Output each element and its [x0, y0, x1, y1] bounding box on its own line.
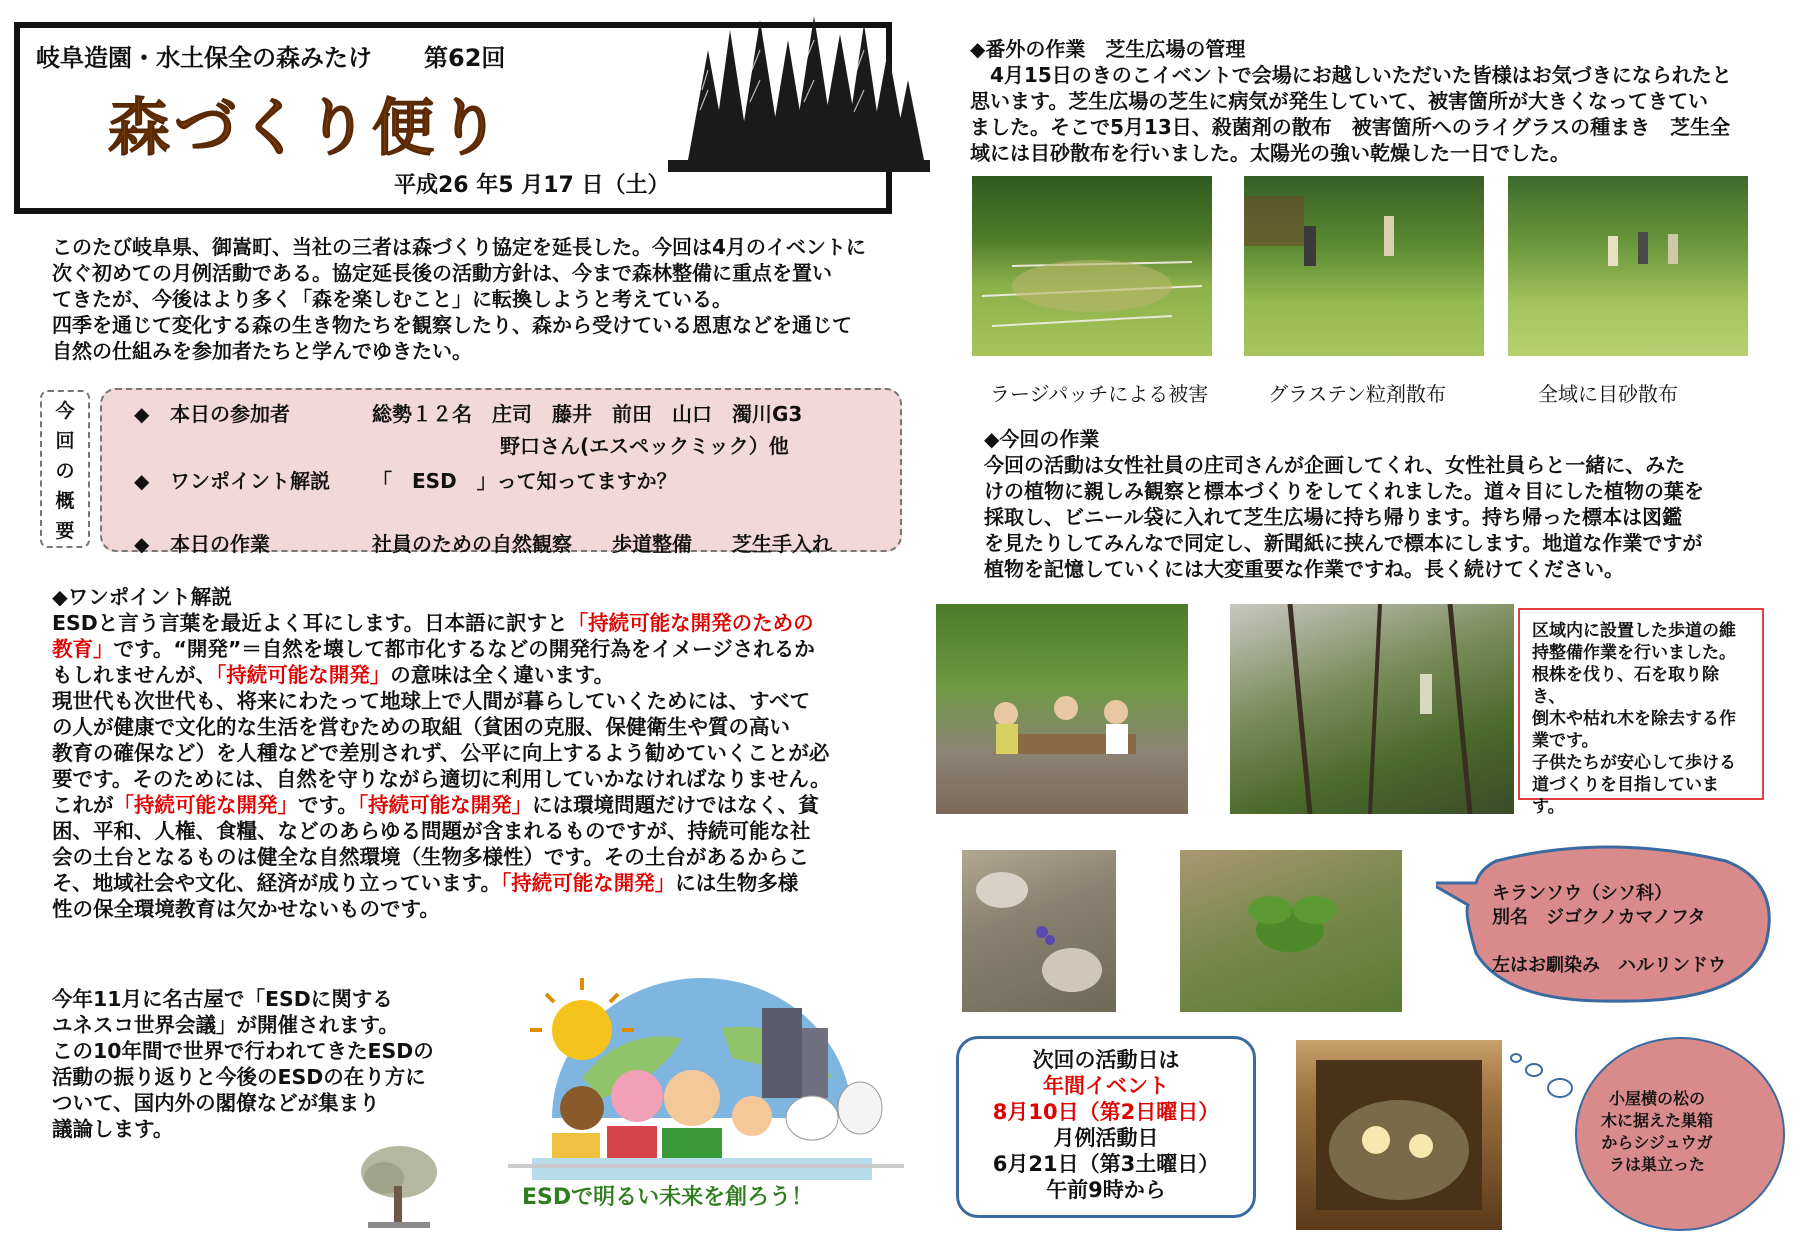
overview-value: 社員のための自然観察 歩道整備 芝生手入れ [372, 532, 832, 556]
monthly-activity-date: 6月21日（第3土曜日） [992, 1152, 1220, 1176]
esd-characters-illustration-icon [512, 968, 892, 1183]
overview-label: 本日の作業 [170, 532, 270, 556]
text-run: には環境問題だけではなく、貧 [532, 793, 819, 817]
issue-number: 第62回 [424, 44, 506, 72]
overview-value: 「 ESD 」って知ってますか？ [372, 469, 677, 493]
overview-tab-char: の [55, 460, 75, 482]
overview-label: ワンポイント解説 [170, 469, 330, 493]
paragraph-line: ユネスコ世界会議」が開催されます。 [52, 1013, 399, 1037]
section-heading: ◆番外の作業 芝生広場の管理 [970, 37, 1246, 61]
paragraph-line: 採取し、ビニール袋に入れて芝生広場に持ち帰ります。持ち帰った標本は図鑑 [984, 505, 1682, 529]
photo-granule-spraying [1244, 176, 1484, 356]
paragraph-line: ついて、国内外の閣僚などが集まり [52, 1091, 380, 1115]
note-line: 持整備作業を行いました。 [1532, 643, 1736, 663]
paragraph-line: けの植物に親しみ観察と標本づくりをしてくれました。道々目にした植物の葉を [984, 479, 1704, 503]
photo-trail-maintenance [1230, 604, 1514, 814]
spacer [1492, 930, 1726, 954]
paragraph-line: 今年11月に名古屋で「ESDに関する [52, 987, 393, 1011]
issue-date: 平成26 年5 月17 日（土） [394, 173, 670, 198]
note-line: 根株を伐り、石を取り除き、 [1532, 665, 1719, 707]
intro-line: てきたが、今後はより多く「森を楽しむこと」に転換しようと考えている。 [52, 287, 732, 311]
next-activity-box [956, 1036, 1256, 1218]
photo-people-icon [936, 604, 1188, 814]
photo-trees-icon [1230, 604, 1514, 814]
esd-slogan: ESDで明るい未来を創ろう！ [522, 1185, 814, 1210]
note-line: 倒木や枯れ木を除去する作 [1532, 709, 1736, 729]
paragraph-line: 会の土台となるものは健全な自然環境（生物多様性）です。その土台があるからこ [52, 845, 809, 869]
overview-value: 野口さん(エスペックミック）他 [500, 434, 789, 458]
nest-note [1592, 1088, 1722, 1176]
overview-tab-char: 回 [55, 430, 75, 452]
photo-people-icon [1508, 176, 1748, 356]
intro-line: このたび岐阜県、御嵩町、当社の三者は森づくり協定を延長した。今回は4月のイベントに [52, 235, 866, 259]
photo-caption: ラージパッチによる被害 [990, 382, 1209, 406]
text-run: これが [52, 793, 114, 817]
forest-illustration-icon [668, 10, 930, 172]
organization-name: 岐阜造園・水土保全の森みたけ [36, 44, 372, 72]
paragraph-line: の人が健康で文化的な生活を営むための取組（貧困の克服、保健衛生や質の高い [52, 715, 790, 739]
highlight-text: 「持続可能な開発」 [216, 663, 391, 687]
note-line: 別名 ジゴクノカマノフタ [1492, 907, 1706, 928]
note-line: 左はお馴染み ハルリンドウ [1492, 955, 1726, 976]
photo-sand-spreading [1508, 176, 1748, 356]
paragraph-line: 思います。芝生広場の芝生に病気が発生していて、被害箇所が大きくなってきてい [970, 89, 1708, 113]
note-line: 子供たちが安心して歩ける [1532, 753, 1736, 773]
highlight-text: 「持続可能な開発」 [500, 871, 676, 895]
paragraph-line [52, 662, 922, 688]
paragraph-line: を見たりしてみんなで同定し、新聞紙に挟んで標本にします。地道な作業ですが [984, 531, 1703, 555]
photo-lines-icon [972, 176, 1212, 356]
text-run: には生物多様 [675, 871, 799, 895]
note-line: からシジュウガ [1601, 1133, 1713, 1152]
annual-event-label: 年間イベント [1043, 1074, 1169, 1098]
next-activity-heading: 次回の活動日は [1032, 1048, 1180, 1072]
start-time: 午前9時から [1046, 1178, 1166, 1202]
paragraph-line [52, 792, 922, 818]
paragraph-line: 植物を記憶していくには大変重要な作業ですね。長く続けてください。 [984, 557, 1624, 581]
note-line: ラは巣立った [1608, 1155, 1705, 1174]
paragraph-line [52, 610, 922, 636]
overview-row-participants-cont [500, 430, 789, 459]
bullet-diamond: ◆ [134, 469, 150, 493]
bullet-diamond: ◆ [134, 402, 150, 426]
paragraph-line: 4月15日のきのこイベントで会場にお越しいただいた皆様はお気づきになられたと [970, 63, 1732, 87]
photo-large-patch-damage [972, 176, 1212, 356]
photo-haru-rindou [962, 850, 1116, 1012]
paragraph-line [52, 870, 922, 896]
this-work-section [984, 426, 1744, 582]
highlight-text: 「持続可能な開発」 [357, 793, 533, 817]
paragraph-line: この10年間で世界で行われてきたESDの [52, 1039, 434, 1063]
onepoint-section [52, 584, 922, 922]
section-heading: ◆ワンポイント解説 [52, 585, 232, 609]
esd-meeting-text [52, 986, 512, 1142]
newsletter-title: 森づくり便り [108, 91, 505, 164]
slogan-divider [508, 1164, 904, 1168]
overview-tab-label [53, 396, 77, 546]
paragraph-line: ました。そこで5月13日、殺菌剤の散布 被害箇所へのライグラスの種まき 芝生全 [970, 115, 1731, 139]
note-line: 業です。 [1532, 731, 1599, 751]
overview-row-participants [134, 398, 802, 427]
monthly-activity-label: 月例活動日 [1053, 1126, 1159, 1150]
tree-illustration-icon [354, 1142, 444, 1230]
paragraph-line: 困、平和、人権、食糧、などのあらゆる問題が含まれるものですが、持続可能な社 [52, 819, 811, 843]
trail-note-box [1518, 608, 1764, 817]
text-run: の意味は全く違います。 [390, 663, 615, 687]
text-run: です。 [298, 793, 358, 817]
paragraph-line: 性の保全環境教育は欠かせないものです。 [52, 897, 440, 921]
overview-tab-char: 要 [55, 520, 75, 542]
paragraph-line: 要です。そのためには、自然を守りながら適切に利用していかなければなりません。 [52, 767, 831, 791]
overview-row-onepoint [134, 465, 677, 494]
overview-row-work [134, 528, 832, 557]
overview-tab-char: 概 [55, 490, 75, 512]
paragraph-line: 活動の振り返りと今後のESDの在り方に [52, 1065, 426, 1089]
intro-line: 四季を通じて変化する森の生き物たちを観察したり、森から受けている恩恵などを通じて [52, 313, 852, 337]
paragraph-line: 域には目砂散布を行いました。太陽光の強い乾燥した一日でした。 [970, 141, 1570, 165]
note-line: キランソウ（シソ科） [1492, 883, 1672, 904]
highlight-text: 「持続可能な開発のための [567, 611, 814, 635]
photo-kiransou [1180, 850, 1402, 1012]
photo-flower-icon [962, 850, 1116, 1012]
organization-line [36, 38, 557, 73]
paragraph-line: 教育の確保など）を人種などで差別されず、公平に向上するよう勧めていくことが必 [52, 741, 830, 765]
bullet-diamond: ◆ [134, 532, 150, 556]
photo-group-observation [936, 604, 1188, 814]
note-line: 道づくりを目指しています。 [1532, 775, 1719, 817]
plant-note [1492, 882, 1726, 978]
photo-caption: 全域に目砂散布 [1538, 382, 1678, 406]
paragraph-line [52, 636, 922, 662]
photo-people-icon [1244, 176, 1484, 356]
photo-caption: グラステン粒剤散布 [1268, 382, 1446, 406]
highlight-text: 教育」 [52, 637, 114, 661]
text-run: ESDと言う言葉を最近よく耳にします。日本語に訳すと [52, 611, 568, 635]
intro-text [52, 234, 918, 364]
photo-plant-icon [1180, 850, 1402, 1012]
paragraph-line: 議論します。 [52, 1117, 174, 1141]
paragraph-line: 現世代も次世代も、将来にわたって地球上で人間が暮らしていくためには、すべて [52, 689, 811, 713]
text-run: そ、地域社会や文化、経済が成り立っています。 [52, 871, 501, 895]
overview-value: 総勢１２名 庄司 藤井 前田 山口 濁川G3 [372, 402, 803, 426]
annual-event-date: 8月10日（第2日曜日） [992, 1100, 1220, 1124]
section-heading: ◆今回の作業 [984, 427, 1100, 451]
note-line: 木に据えた巣箱 [1600, 1111, 1713, 1130]
extra-work-section [970, 36, 1780, 166]
photo-nest-icon [1296, 1040, 1502, 1230]
highlight-text: 「持続可能な開発」 [113, 793, 298, 817]
overview-label: 本日の参加者 [170, 402, 290, 426]
photo-nest-box [1296, 1040, 1502, 1230]
note-line: 小屋横の松の [1608, 1089, 1705, 1108]
note-line: 区域内に設置した歩道の維 [1532, 621, 1736, 641]
intro-line: 自然の仕組みを参加者たちと学んでゆきたい。 [52, 339, 472, 363]
text-run: です。“開発”＝自然を壊して都市化するなどの開発行為をイメージされるか [113, 637, 815, 661]
overview-tab-char: 今 [55, 400, 75, 422]
text-run: もしれませんが、 [52, 663, 216, 687]
paragraph-line: 今回の活動は女性社員の庄司さんが企画してくれ、女性社員らと一緒に、みた [984, 453, 1686, 477]
intro-line: 次ぐ初めての月例活動である。協定延長後の活動方針は、今まで森林整備に重点を置い [52, 261, 832, 285]
